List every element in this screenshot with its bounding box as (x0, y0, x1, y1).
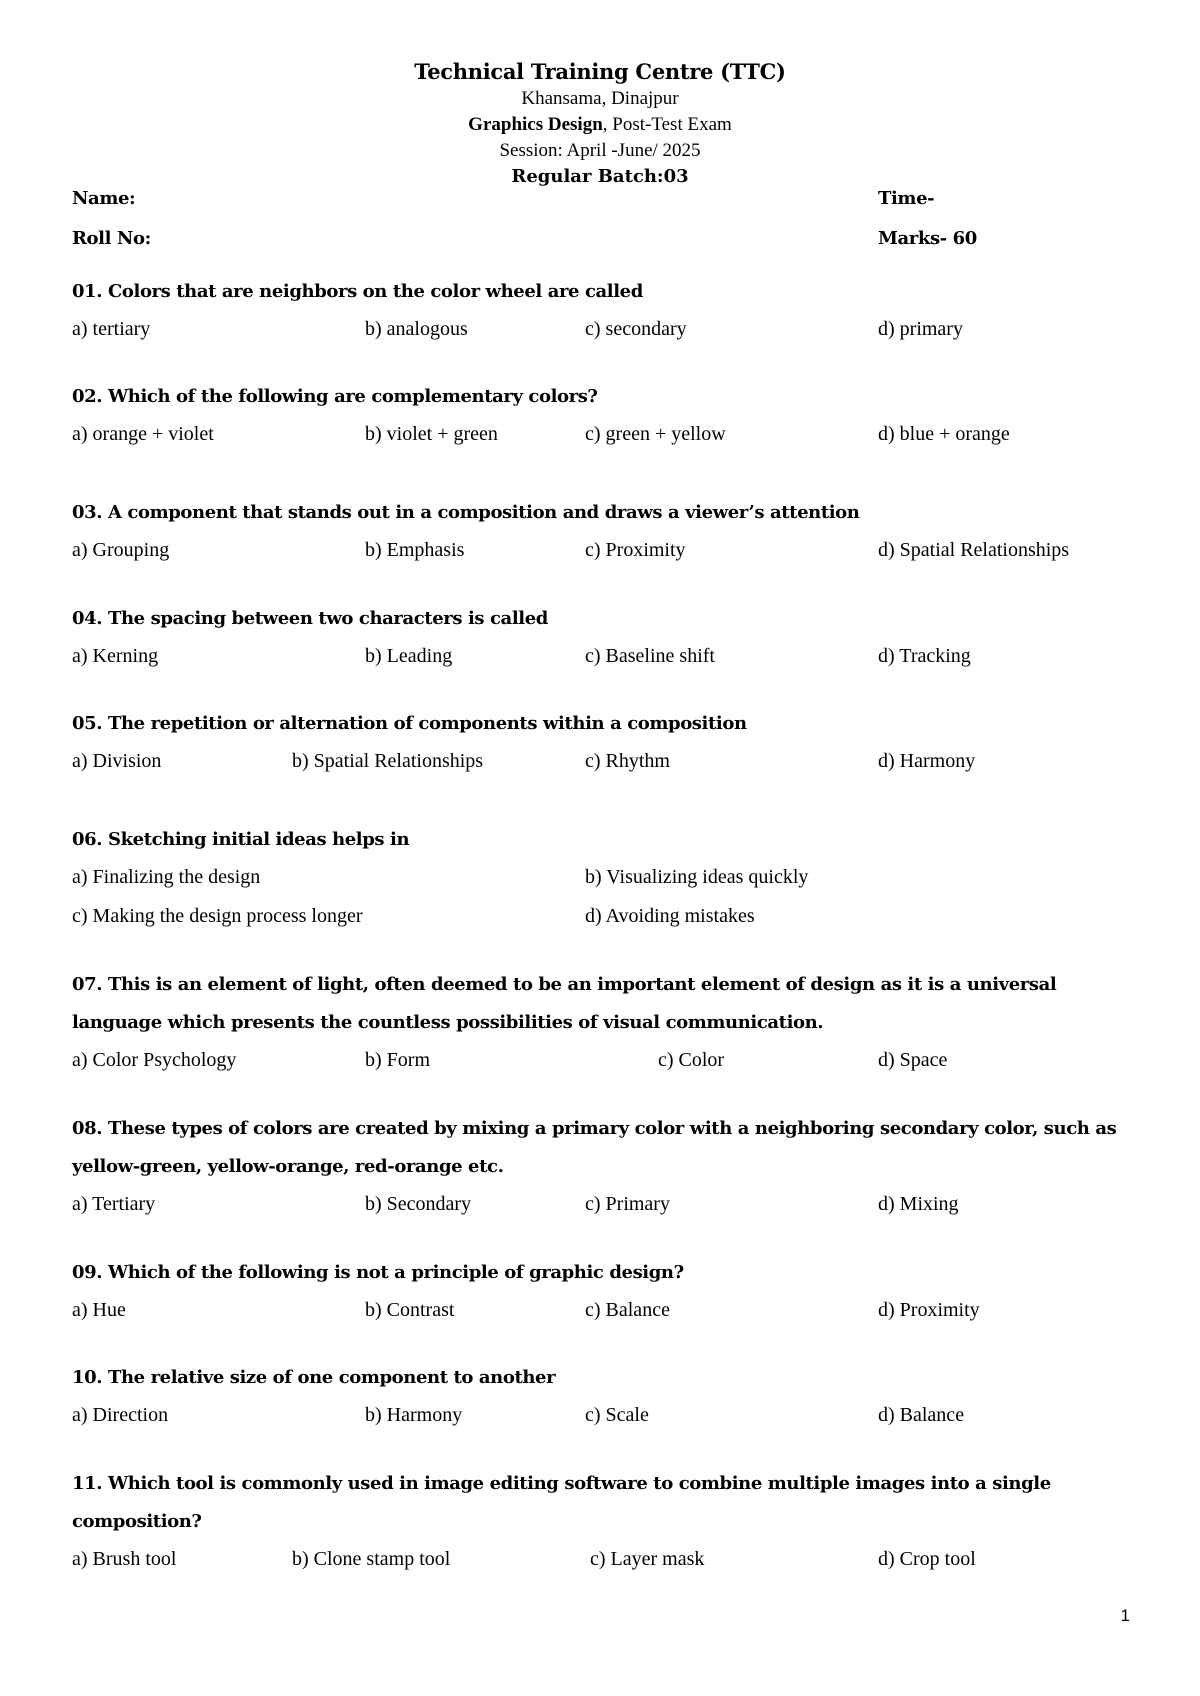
q9-option-a: a) Hue (72, 1299, 126, 1321)
q11-option-b: b) Clone stamp tool (292, 1548, 451, 1570)
q5-option-d: d) Harmony (878, 750, 976, 772)
q6-option-a: a) Finalizing the design (72, 866, 261, 888)
q2-option-d: d) blue + orange (878, 423, 1010, 445)
q6-option-c: c) Making the design process longer (72, 905, 363, 927)
name-field-label: Name: (72, 188, 136, 209)
question-4: 04. The spacing between two characters is called (72, 608, 548, 629)
q1-option-c: c) secondary (585, 318, 687, 340)
session-line: Session: April -June/ 2025 (499, 140, 701, 161)
question-8: 08. These types of colors are created by mixing a primary color with a neighboring secondary color, such as yellow-green, yellow-orange, red-orange etc. (72, 1118, 1117, 1177)
question-1: 01. Colors that are neighbors on the color wheel are called (72, 281, 643, 302)
q10-option-c: c) Scale (585, 1404, 649, 1426)
institution-location: Khansama, Dinajpur (521, 88, 679, 109)
q9-option-c: c) Balance (585, 1299, 670, 1321)
question-5: 05. The repetition or alternation of components within a composition (72, 713, 747, 734)
q4-option-a: a) Kerning (72, 645, 159, 667)
question-10: 10. The relative size of one component to another (72, 1367, 556, 1388)
q7-option-c: c) Color (658, 1049, 725, 1071)
time-field-label: Time- (878, 188, 935, 209)
q4-option-c: c) Baseline shift (585, 645, 715, 667)
page-number: 1 (1120, 1606, 1130, 1625)
q5-option-c: c) Rhythm (585, 750, 670, 772)
q5-option-b: b) Spatial Relationships (292, 750, 484, 772)
q3-option-d: d) Spatial Relationships (878, 539, 1070, 561)
q8-option-d: d) Mixing (878, 1193, 959, 1215)
q11-option-c: c) Layer mask (590, 1548, 705, 1570)
marks-field-label: Marks- 60 (878, 228, 977, 249)
q1-option-a: a) tertiary (72, 318, 151, 340)
q7-option-b: b) Form (365, 1049, 430, 1071)
q10-option-b: b) Harmony (365, 1404, 463, 1426)
q11-option-a: a) Brush tool (72, 1548, 177, 1570)
q7-option-a: a) Color Psychology (72, 1049, 237, 1071)
q10-option-a: a) Direction (72, 1404, 169, 1426)
question-2: 02. Which of the following are complementary colors? (72, 386, 598, 407)
exam-header (0, 58, 1200, 190)
q8-option-c: c) Primary (585, 1193, 670, 1215)
q2-option-a: a) orange + violet (72, 423, 214, 445)
q2-option-b: b) violet + green (365, 423, 498, 445)
roll-field-label: Roll No: (72, 228, 151, 249)
q3-option-a: a) Grouping (72, 539, 170, 561)
q6-option-d: d) Avoiding mistakes (585, 905, 755, 927)
q5-option-a: a) Division (72, 750, 162, 772)
course-name: Graphics Design (468, 114, 603, 135)
question-7: 07. This is an element of light, often deemed to be an important element of design as it is a universal language which presents the countless possibilities of visual communication. (72, 974, 1057, 1033)
batch-line: Regular Batch:03 (511, 166, 689, 187)
exam-name: , Post-Test Exam (602, 114, 732, 135)
q1-option-d: d) primary (878, 318, 963, 340)
q1-option-b: b) analogous (365, 318, 468, 340)
q8-option-b: b) Secondary (365, 1193, 472, 1215)
institution-name: Technical Training Centre (TTC) (414, 59, 786, 84)
q7-option-d: d) Space (878, 1049, 948, 1071)
question-6: 06. Sketching initial ideas helps in (72, 829, 410, 850)
q10-option-d: d) Balance (878, 1404, 965, 1426)
q8-option-a: a) Tertiary (72, 1193, 156, 1215)
q3-option-b: b) Emphasis (365, 539, 465, 561)
q9-option-d: d) Proximity (878, 1299, 980, 1321)
q11-option-d: d) Crop tool (878, 1548, 976, 1570)
q3-option-c: c) Proximity (585, 539, 686, 561)
q4-option-b: b) Leading (365, 645, 453, 667)
q4-option-d: d) Tracking (878, 645, 971, 667)
question-11: 11. Which tool is commonly used in image editing software to combine multiple images into a single composition? (72, 1473, 1051, 1532)
q9-option-b: b) Contrast (365, 1299, 455, 1321)
course-line (0, 112, 1200, 138)
q2-option-c: c) green + yellow (585, 423, 726, 445)
question-9: 09. Which of the following is not a principle of graphic design? (72, 1262, 684, 1283)
q6-option-b: b) Visualizing ideas quickly (585, 866, 809, 888)
question-3: 03. A component that stands out in a composition and draws a viewer’s attention (72, 502, 860, 523)
